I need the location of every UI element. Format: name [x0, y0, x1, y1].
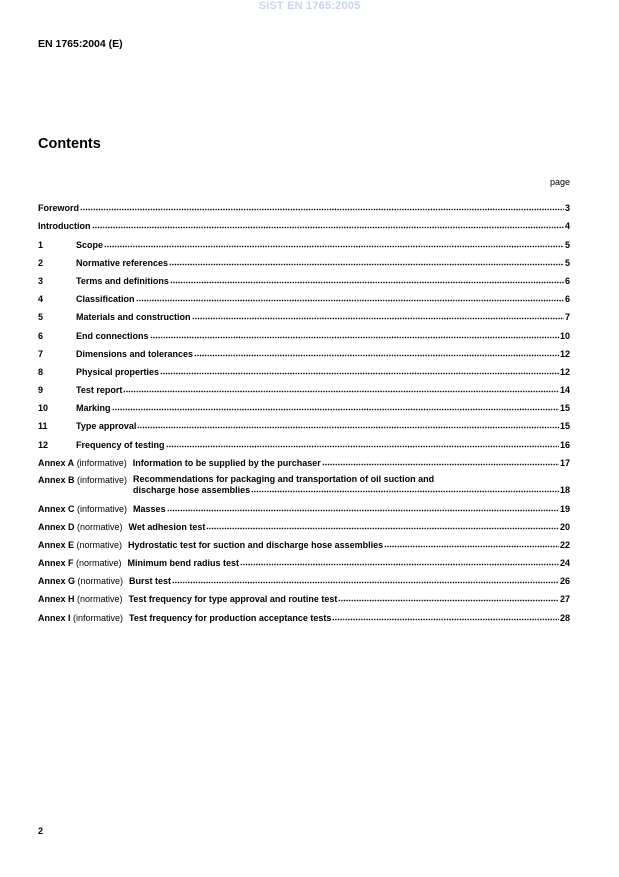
toc-entry-number: 5 [38, 312, 44, 323]
toc-entry-title-line2 [133, 484, 570, 495]
toc-annex-c[interactable] [38, 495, 570, 513]
dot-leader [251, 484, 559, 493]
toc-entry-4[interactable] [38, 286, 570, 304]
annex-label: Annex G [38, 576, 76, 587]
dot-leader [92, 220, 564, 229]
dot-leader [160, 366, 559, 375]
toc-entry-9[interactable] [38, 377, 570, 395]
annex-label: Annex F [38, 558, 74, 569]
table-of-contents [38, 195, 570, 623]
toc-entry-8[interactable] [38, 359, 570, 377]
toc-entry-page: 17 [559, 457, 570, 468]
toc-entry-title: Wet adhesion test [128, 521, 206, 532]
toc-entry-title: Frequency of testing [76, 439, 165, 450]
toc-entry-title: Minimum bend radius test [127, 558, 240, 569]
dot-leader [150, 330, 559, 339]
toc-entry-title: Materials and construction [76, 312, 191, 323]
toc-entry-number: 10 [38, 403, 49, 414]
toc-entry-title-continued: discharge hose assemblies [133, 485, 251, 496]
annex-label: Annex A [38, 457, 75, 468]
document-id: EN 1765:2004 (E) [38, 38, 123, 50]
toc-entry-number: 9 [38, 385, 44, 396]
annex-designation [38, 522, 123, 532]
toc-entry-page: 22 [559, 539, 570, 550]
toc-annex-e[interactable] [38, 532, 570, 550]
annex-kind: (normative) [76, 539, 123, 550]
annex-kind: (informative) [77, 503, 128, 514]
toc-entry-number: 2 [38, 257, 44, 268]
annex-kind: (normative) [77, 594, 123, 605]
toc-entry-12[interactable] [38, 431, 570, 449]
toc-entry-page: 20 [559, 521, 570, 532]
toc-entry-foreword[interactable] [38, 195, 570, 213]
toc-entry-page: 3 [564, 203, 570, 214]
toc-entry-1[interactable] [38, 231, 570, 249]
annex-label: Annex D [38, 521, 75, 532]
toc-entry-page: 19 [559, 503, 570, 514]
toc-entry-title: Dimensions and tolerances [76, 348, 194, 359]
dot-leader [206, 521, 559, 530]
toc-entry-11[interactable] [38, 413, 570, 431]
annex-label: Annex H [38, 594, 75, 605]
dot-leader [80, 202, 564, 211]
toc-annex-d[interactable] [38, 514, 570, 532]
dot-leader [137, 420, 559, 429]
toc-entry-title-block [133, 474, 570, 495]
dot-leader [332, 612, 559, 621]
toc-entry-title: Recommendations for packaging and transportation of oil suction and [133, 474, 435, 485]
toc-entry-page: 12 [559, 348, 570, 359]
toc-entry-page: 27 [559, 594, 570, 605]
toc-entry-title: Classification [76, 294, 135, 305]
toc-entry-title: Information to be supplied by the purchaser [132, 457, 321, 468]
toc-entry-number: 3 [38, 275, 44, 286]
toc-entry-title: Burst test [129, 576, 172, 587]
toc-entry-title: Normative references [76, 257, 169, 268]
toc-entry-title: Test frequency for type approval and routine test [128, 594, 338, 605]
annex-kind: (normative) [77, 576, 124, 587]
annex-kind: (normative) [77, 521, 123, 532]
toc-entry-page: 5 [564, 239, 570, 250]
toc-entry-title: Hydrostatic test for suction and discharge hose assemblies [128, 539, 384, 550]
toc-entry-page: 16 [559, 439, 570, 450]
annex-kind: (normative) [76, 558, 122, 569]
toc-entry-number: 8 [38, 366, 44, 377]
toc-entry-page: 24 [559, 558, 570, 569]
toc-entry-page: 14 [559, 385, 570, 396]
toc-annex-f[interactable] [38, 550, 570, 568]
toc-entry-title: Foreword [38, 203, 80, 214]
watermark: SIST EN 1765:2005 [258, 0, 361, 12]
dot-leader [123, 384, 559, 393]
toc-entry-page: 5 [564, 257, 570, 268]
dot-leader [112, 402, 559, 411]
toc-annex-a[interactable] [38, 450, 570, 468]
toc-annex-i[interactable] [38, 604, 570, 622]
dot-leader [384, 539, 559, 548]
toc-entry-page: 6 [564, 294, 570, 305]
toc-entry-page: 28 [559, 612, 570, 623]
dot-leader [338, 593, 559, 602]
toc-entry-title: End connections [76, 330, 149, 341]
dot-leader [136, 293, 564, 302]
dot-leader [240, 557, 559, 566]
toc-entry-title: Test frequency for production acceptance tests [129, 612, 332, 623]
toc-entry-title: Marking [76, 403, 111, 414]
toc-entry-number: 4 [38, 294, 44, 305]
dot-leader [169, 257, 564, 266]
annex-kind: (informative) [73, 612, 124, 623]
toc-entry-6[interactable] [38, 322, 570, 340]
toc-entry-title: Physical properties [76, 366, 160, 377]
toc-entry-title: Introduction [38, 221, 91, 232]
toc-entry-page: 10 [559, 330, 570, 341]
annex-designation [38, 576, 123, 586]
toc-entry-2[interactable] [38, 250, 570, 268]
dot-leader [194, 348, 559, 357]
toc-entry-page: 6 [564, 275, 570, 286]
annex-designation [38, 468, 127, 485]
dot-leader [192, 311, 564, 320]
annex-designation [38, 458, 127, 468]
dot-leader [166, 439, 559, 448]
annex-kind: (informative) [77, 474, 128, 485]
toc-annex-h[interactable] [38, 586, 570, 604]
toc-entry-10[interactable] [38, 395, 570, 413]
toc-entry-page: 12 [559, 366, 570, 377]
annex-designation [38, 540, 122, 550]
annex-label: Annex E [38, 539, 75, 550]
toc-entry-number: 6 [38, 330, 44, 341]
toc-entry-page: 18 [559, 485, 570, 496]
toc-entry-page: 7 [564, 312, 570, 323]
toc-entry-number: 7 [38, 348, 44, 359]
toc-entry-title: Type approval [76, 421, 137, 432]
toc-entry-title: Masses [133, 503, 166, 514]
toc-entry-7[interactable] [38, 341, 570, 359]
dot-leader [172, 575, 559, 584]
toc-entry-title: Terms and definitions [76, 275, 169, 286]
dot-leader [170, 275, 564, 284]
toc-annex-g[interactable] [38, 568, 570, 586]
annex-kind: (informative) [76, 457, 127, 468]
page-number: 2 [38, 826, 44, 836]
annex-designation [38, 594, 123, 604]
annex-designation [38, 613, 123, 623]
dot-leader [104, 239, 564, 248]
toc-entry-number: 12 [38, 439, 49, 450]
toc-entry-introduction[interactable] [38, 213, 570, 231]
toc-entry-number: 1 [38, 239, 44, 250]
page-column-label: page [549, 177, 570, 187]
annex-label: Annex I [38, 612, 71, 623]
dot-leader [322, 457, 559, 466]
toc-entry-page: 15 [559, 421, 570, 432]
annex-designation [38, 504, 127, 514]
toc-entry-3[interactable] [38, 268, 570, 286]
toc-entry-page: 4 [564, 221, 570, 232]
toc-entry-page: 15 [559, 403, 570, 414]
toc-entry-title: Test report [76, 385, 123, 396]
contents-heading: Contents [38, 136, 101, 152]
toc-annex-b[interactable] [38, 468, 570, 496]
dot-leader [167, 503, 559, 512]
annex-label: Annex C [38, 503, 75, 514]
annex-label: Annex B [38, 474, 75, 485]
toc-entry-5[interactable] [38, 304, 570, 322]
toc-entry-page: 26 [559, 576, 570, 587]
toc-entry-title: Scope [76, 239, 104, 250]
toc-entry-number: 11 [38, 421, 48, 432]
annex-designation [38, 558, 122, 568]
